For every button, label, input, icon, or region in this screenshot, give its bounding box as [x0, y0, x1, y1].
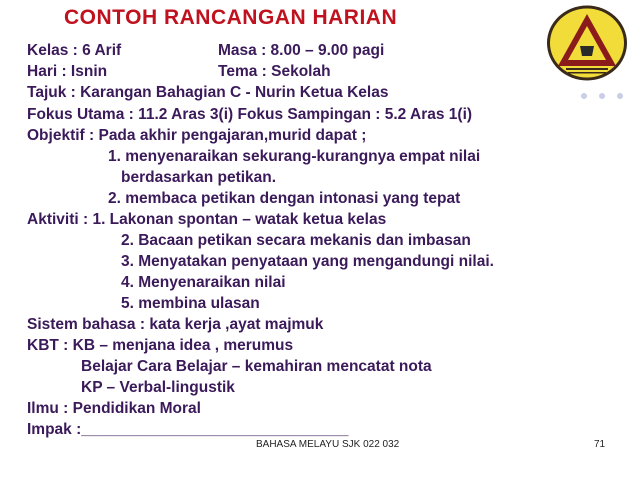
footer-text: BAHASA MELAYU SJK 022 032 [256, 439, 400, 450]
slide-title: CONTOH RANCANGAN HARIAN [64, 6, 398, 29]
line-tajuk: Tajuk : Karangan Bahagian C - Nurin Ketua Kelas [27, 84, 389, 101]
line-kbt-2: Belajar Cara Belajar – kemahiran mencatat nota [81, 358, 432, 375]
line-sistem-bahasa: Sistem bahasa : kata kerja ,ayat majmuk [27, 316, 324, 333]
line-impak: Impak :_______________________________ [27, 421, 349, 438]
line-kbt-3: KP – Verbal-lingustik [81, 379, 235, 396]
page-number: 71 [594, 439, 606, 450]
line-objektif-1a: 1. menyenaraikan sekurang-kurangnya empat nilai [108, 148, 481, 165]
line-objektif-1b: berdasarkan petikan. [121, 169, 277, 186]
line-masa: Masa : 8.00 – 9.00 pagi [218, 42, 385, 59]
line-aktiviti: Aktiviti : 1. Lakonan spontan – watak ketua kelas [27, 211, 387, 228]
line-aktiviti-2: 2. Bacaan petikan secara mekanis dan imbasan [121, 232, 471, 249]
line-ilmu: Ilmu : Pendidikan Moral [27, 400, 201, 417]
line-objektif-2: 2. membaca petikan dengan intonasi yang tepat [108, 190, 461, 207]
decorative-dots [578, 88, 628, 118]
line-objektif: Objektif : Pada akhir pengajaran,murid dapat ; [27, 127, 367, 144]
line-fokus: Fokus Utama : 11.2 Aras 3(i) Fokus Sampingan : 5.2 Aras 1(i) [27, 106, 473, 123]
line-hari: Hari : Isnin [27, 63, 108, 80]
line-aktiviti-5: 5. membina ulasan [121, 295, 260, 312]
line-tema: Tema : Sekolah [218, 63, 331, 80]
school-crest-icon [546, 4, 628, 82]
line-aktiviti-3: 3. Menyatakan penyataan yang mengandungi nilai. [121, 253, 494, 270]
line-aktiviti-4: 4. Menyenaraikan nilai [121, 274, 286, 291]
line-kbt: KBT : KB – menjana idea , merumus [27, 337, 294, 354]
line-kelas: Kelas : 6 Arif [27, 42, 122, 59]
